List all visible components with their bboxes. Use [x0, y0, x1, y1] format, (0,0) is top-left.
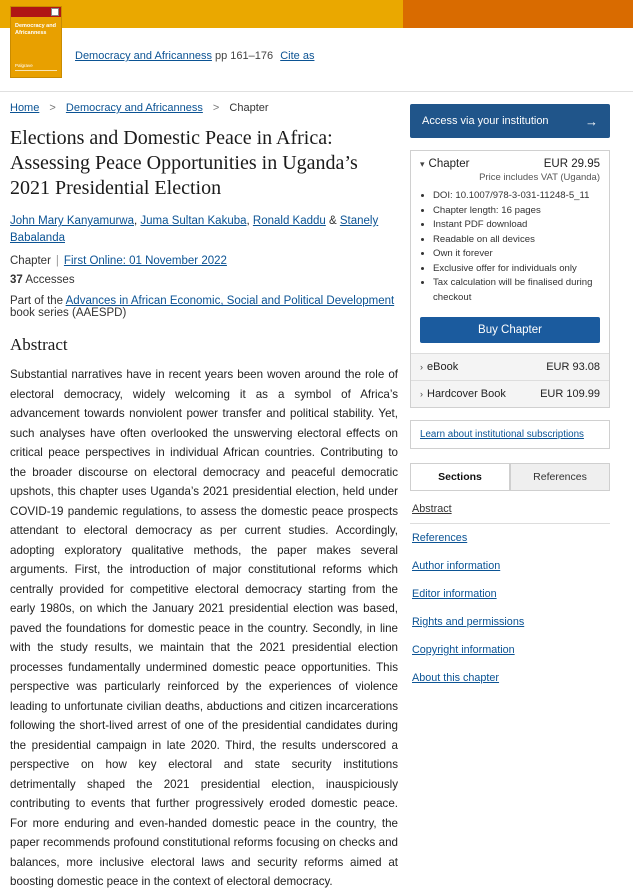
- section-label[interactable]: Abstract: [412, 503, 452, 515]
- buy-chapter-button[interactable]: Buy Chapter: [420, 317, 600, 343]
- book-title-link[interactable]: Democracy and Africanness: [75, 50, 212, 62]
- book-series-line: [10, 295, 398, 319]
- author-sep-2: ,: [246, 215, 253, 227]
- buybox-chapter-row[interactable]: [411, 151, 609, 172]
- list-item: • DOI: 10.1007/978-3-031-11248-5_11: [433, 189, 600, 204]
- section-link-editor-information[interactable]: [410, 580, 610, 608]
- first-online-link[interactable]: First Online: 01 November 2022: [63, 255, 227, 267]
- section-link-copyright-information[interactable]: [410, 636, 610, 664]
- series-link[interactable]: Advances in African Economic, Social and Political Development: [65, 295, 395, 307]
- book-cover-title: Democracy and Africanness: [15, 23, 56, 36]
- buybox-ebook-label: eBook: [427, 361, 459, 373]
- section-link-rights-and-permissions[interactable]: [410, 608, 610, 636]
- buybox-ebook-price: EUR 93.08: [546, 361, 600, 373]
- page-title: Elections and Domestic Peace in Africa: Assessing Peace Opportunities in Uganda’s 2021 Presidential Election: [10, 127, 358, 199]
- author-link-1[interactable]: John Mary Kanyamurwa: [10, 215, 134, 227]
- tab-references[interactable]: References: [510, 463, 610, 490]
- breadcrumb-current: Chapter: [229, 102, 269, 114]
- section-label[interactable]: About this chapter: [412, 672, 500, 684]
- breadcrumb-book[interactable]: Democracy and Africanness: [65, 102, 203, 114]
- buy-box: [410, 150, 610, 408]
- buybox-chapter-price: EUR 29.95: [543, 158, 600, 170]
- list-item: • Exclusive offer for individuals only: [433, 262, 600, 277]
- author-link-3[interactable]: Ronald Kaddu: [252, 215, 326, 227]
- page-body: [0, 92, 633, 892]
- book-cover-thumbnail[interactable]: [10, 6, 62, 78]
- list-item: • Own it forever: [433, 247, 600, 262]
- institutional-subscriptions-box: [410, 420, 610, 449]
- section-label[interactable]: Copyright information: [412, 644, 515, 656]
- buybox-chapter-label: Chapter: [428, 158, 470, 170]
- tab-sections[interactable]: Sections: [410, 463, 510, 490]
- series-suffix: book series (AAESPD): [10, 307, 127, 319]
- main-content-column: [10, 92, 410, 892]
- top-color-band: [0, 0, 633, 28]
- abstract-text: Substantial narratives have in recent years been woven around the role of electoral democracy, widely welcoming it as a symbol of Africa’s advancement towards nonviolent power transfer and political stability. Yet, such analyses have often overlooked the unswerving electoral effects on critical peace perspectives in individual African countries. Contributing to the broader discourse on electoral democracy and peaceful democratic upshots, this chapter uses Uganda’s 2021 presidential election, held under COVID-19 pandemic regulations, to assess the domestic peace prospects attendant to electoral democracy as per current studies. Accordingly, adopting exploratory qualitative methods, the paper makes several arguments. First, the introduction of major constitutional reforms which centrally provided for competitive electoral democracy starting from the early 1980s, on which the January 2021 presidential election was based, paved the foundations for domestic peace in the country. Secondly, in line with the study results, we maintain that the 2021 presidential election processes fundamentally undermined domestic peace opportunities. This perspective was particularly reinforced by the experiences of violence leading to unfortunate civilian deaths, abductions and citizen incarcerations following the short-lived arrest of one of the presidential candidates during the presidential campaign in late 2020. Third, the results underscored a perspective on how key electoral and state security institutions detrimentally shaped the 2021 presidential election, inauspiciously contributing to events that further progressively eroded domestic peace. For more enduring and even-handed domestic peace in the country, the paper recommends profound constitutional reforms focusing on checks and balances, more inclusive electoral laws and security reforms aimed at boosting domestic peace in the context of electoral democracy.: [10, 368, 398, 888]
- buybox-chapter-left: [420, 158, 469, 170]
- book-title-line: [75, 28, 633, 62]
- sidebar-tabs: [410, 463, 610, 491]
- section-label[interactable]: References: [412, 532, 468, 544]
- chevron-right-icon: ›: [420, 389, 423, 399]
- author-sep-3: &: [325, 215, 340, 227]
- page-range: pp 161–176: [215, 50, 274, 62]
- book-cover-divider: [15, 70, 57, 71]
- breadcrumb-separator-1: >: [49, 102, 56, 114]
- buybox-hardcover-row[interactable]: [411, 380, 609, 407]
- author-sep-1: ,: [134, 215, 141, 227]
- buybox-hardcover-label: Hardcover Book: [427, 388, 506, 400]
- section-link-abstract[interactable]: [410, 495, 610, 524]
- chevron-right-icon: ›: [420, 362, 423, 372]
- book-cover-logo: [51, 8, 59, 16]
- buybox-hardcover-price: EUR 109.99: [540, 388, 600, 400]
- meta-divider: |: [55, 255, 59, 267]
- chevron-down-icon: ▾: [420, 159, 425, 169]
- chapter-label: Chapter: [10, 255, 51, 267]
- list-item: • Chapter length: 16 pages: [433, 204, 600, 219]
- section-label[interactable]: Rights and permissions: [412, 616, 525, 628]
- section-label[interactable]: Editor information: [412, 588, 497, 600]
- author-list: [10, 213, 398, 247]
- accesses-count: 37: [10, 274, 23, 286]
- buybox-ebook-row[interactable]: [411, 353, 609, 380]
- sections-list: [410, 491, 610, 692]
- author-link-4[interactable]: Stanely Babalanda: [10, 215, 379, 244]
- section-link-references[interactable]: [410, 524, 610, 552]
- list-item: • Tax calculation will be finalised during checkout: [433, 276, 600, 305]
- accesses-metric: [10, 274, 398, 286]
- book-header: [0, 23, 633, 92]
- list-item: • Instant PDF download: [433, 218, 600, 233]
- cite-as-link[interactable]: Cite as: [280, 50, 315, 62]
- book-cover-top-strip: [11, 7, 61, 17]
- buybox-ebook-left: [420, 361, 458, 373]
- breadcrumb: [10, 92, 398, 120]
- buybox-vat-note: Price includes VAT (Uganda): [479, 172, 600, 183]
- abstract-heading: Abstract: [10, 335, 68, 354]
- section-label[interactable]: Author information: [412, 560, 501, 572]
- series-prefix: Part of the: [10, 295, 64, 307]
- buybox-feature-list: [411, 189, 609, 313]
- section-link-author-information[interactable]: [410, 552, 610, 580]
- buybox-hardcover-left: [420, 388, 506, 400]
- top-band-accent: [403, 0, 633, 28]
- chapter-meta: [10, 255, 398, 267]
- sidebar-column: [410, 92, 610, 892]
- breadcrumb-separator-2: >: [212, 102, 220, 114]
- section-link-about-this-chapter[interactable]: [410, 664, 610, 692]
- breadcrumb-home[interactable]: Home: [10, 102, 40, 114]
- learn-about-subscriptions-link[interactable]: Learn about institutional subscriptions: [420, 429, 584, 440]
- access-button-label: Access via your institution: [422, 115, 549, 127]
- accesses-label: Accesses: [25, 274, 75, 286]
- access-via-institution-button[interactable]: [410, 104, 610, 138]
- list-item: • Readable on all devices: [433, 233, 600, 248]
- book-cover-publisher: Palgrave: [15, 63, 33, 68]
- author-link-2[interactable]: Juma Sultan Kakuba: [140, 215, 247, 227]
- arrow-right-icon: →: [585, 113, 598, 129]
